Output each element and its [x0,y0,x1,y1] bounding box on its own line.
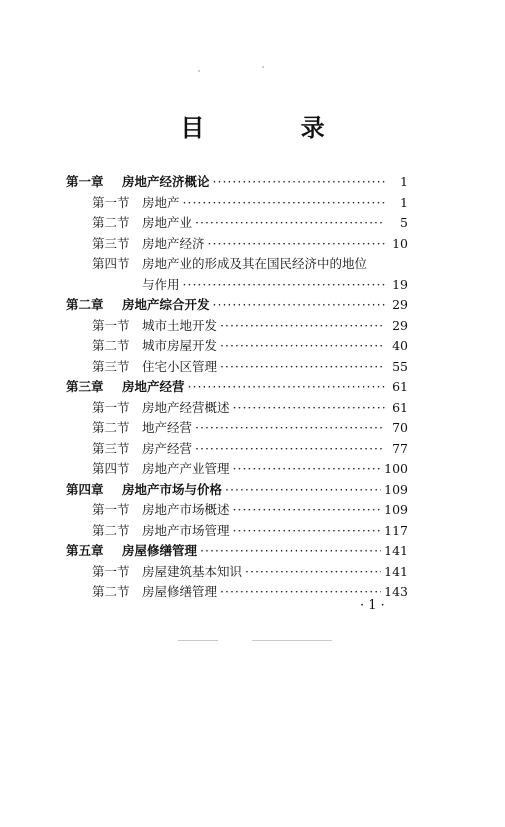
toc-section-row [66,500,408,521]
toc-section-row [66,562,408,583]
toc-title: 房地产市场与价格 [122,481,223,497]
toc-label: 第五章 [66,543,104,558]
toc-page-number: 5 [400,215,408,230]
toc-page-number: 1 [400,174,408,189]
toc-page-number: 29 [392,297,408,312]
toc-page-number: 61 [392,399,408,415]
dot-leader [220,316,385,337]
dot-leader [188,377,385,398]
toc-label: 第四节 [92,256,130,271]
toc-page-number: 10 [392,235,408,251]
toc-label: 第一章 [66,174,104,189]
toc-title: 房屋建筑基本知识 [142,563,243,579]
toc-page-number: 117 [384,522,408,538]
toc-chapter-row [66,480,408,501]
toc-chapter-row [66,295,408,316]
toc-label: 第三节 [92,440,130,456]
toc-page-number: 143 [384,584,408,599]
toc-label: 第一节 [92,502,130,517]
toc-section-row [66,193,408,214]
toc-page-number: 109 [384,481,408,497]
toc-title: 房地产产业管理 [142,461,230,476]
toc-page-number: 77 [392,440,408,456]
dot-leader [220,336,385,357]
dot-leader [233,459,382,480]
toc-label: 第三节 [92,235,130,251]
toc-label: 第二章 [66,297,104,312]
page-title: 目 录 [180,114,369,142]
toc-label: 第二节 [92,420,130,435]
toc-title: 房产经营 [142,440,193,456]
toc-label: 第二节 [92,338,130,353]
toc-page-number: 109 [384,502,408,517]
toc-section-row [66,254,408,275]
table-of-contents [66,172,408,603]
toc-chapter-row [66,541,408,562]
dot-leader [200,541,381,562]
toc-label: 第四节 [92,461,130,476]
toc-label: 第四章 [66,481,104,497]
dot-leader [220,357,385,378]
toc-label: 第一节 [92,317,130,333]
toc-section-row [66,521,408,542]
toc-label: 第二节 [92,522,130,538]
toc-section-row [66,275,408,296]
dot-leader [183,193,385,214]
dot-leader [245,562,381,583]
toc-section-row [66,439,408,460]
toc-title: 房地产综合开发 [122,297,210,312]
toc-label: 第二节 [92,584,130,599]
toc-section-row [66,213,408,234]
scan-speck [262,66,264,68]
toc-title: 房地产经营 [122,379,185,394]
dot-leader [213,172,385,193]
toc-title: 城市土地开发 [142,317,218,333]
dot-leader [220,582,381,603]
toc-page-number: 61 [392,379,408,394]
toc-section-row [66,398,408,419]
toc-page-number: 70 [392,420,408,435]
toc-section-row [66,357,408,378]
toc-page-number: 55 [392,358,408,374]
toc-title: 房地产 [142,194,180,210]
toc-page-number: 141 [384,543,408,558]
toc-chapter-row [66,377,408,398]
toc-title: 城市房屋开发 [142,338,218,353]
toc-title: 地产经营 [142,420,193,435]
toc-page-number: 100 [384,461,408,476]
toc-section-row [66,316,408,337]
toc-page-number: 141 [384,563,408,579]
toc-title: 房地产业 [142,215,193,230]
toc-title: 房地产市场概述 [142,502,230,517]
dot-leader [195,439,385,460]
toc-page-number: 40 [392,338,408,353]
toc-section-row [66,336,408,357]
toc-chapter-row [66,172,408,193]
dot-leader [225,480,381,501]
scan-artifact-line [178,640,218,641]
toc-title: 房地产业的形成及其在国民经济中的地位 [142,256,368,271]
toc-title: 房地产经济概论 [122,174,210,189]
toc-title: 住宅小区管理 [142,358,218,374]
toc-title: 与作用 [142,276,180,292]
dot-leader [233,398,385,419]
toc-title: 房屋修缮管理 [122,543,198,558]
scan-artifact-line [252,640,332,641]
toc-section-row [66,418,408,439]
toc-label: 第二节 [92,215,130,230]
toc-page-number: 29 [392,317,408,333]
dot-leader [183,275,385,296]
toc-title: 房屋修缮管理 [142,584,218,599]
toc-section-row [66,234,408,255]
toc-label: 第三章 [66,379,104,394]
toc-section-row [66,582,408,603]
toc-label: 第三节 [92,358,130,374]
toc-page-number: 19 [392,276,408,292]
toc-label: 第一节 [92,563,130,579]
dot-leader [195,418,385,439]
toc-label: 第一节 [92,399,130,415]
dot-leader [208,234,385,255]
toc-page-number: 1 [400,194,408,210]
toc-label: 第一节 [92,194,130,210]
page-number: · 1 · [360,598,385,613]
dot-leader [233,521,382,542]
toc-title: 房地产经营概述 [142,399,230,415]
scan-speck [198,70,200,72]
toc-title: 房地产市场管理 [142,522,230,538]
dot-leader [195,213,385,234]
dot-leader [213,295,385,316]
dot-leader [233,500,382,521]
toc-section-row [66,459,408,480]
toc-title: 房地产经济 [142,235,205,251]
